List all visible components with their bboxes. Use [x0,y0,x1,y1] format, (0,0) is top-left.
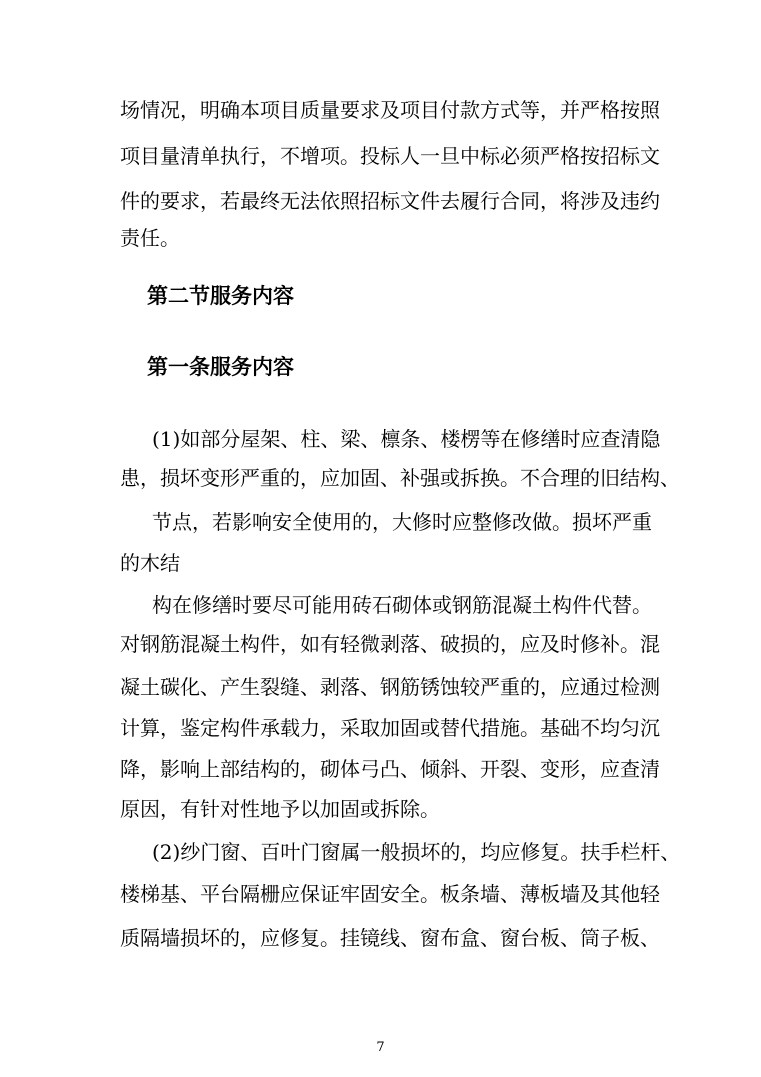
text-line: 楼梯基、平台隔栅应保证牢固安全。板条墙、薄板墙及其他轻 [120,882,660,906]
text-line: 质隔墙损坏的，应修复。挂镜线、窗布盒、窗台板、筒子板、 [120,926,660,950]
text-line: (2)纱门窗、百叶门窗属一般损坏的，均应修复。扶手栏杆、 [152,840,681,864]
text-line: 项目量清单执行，不增项。投标人一旦中标必须严格按招标文 [120,144,660,168]
section-heading: 第二节服务内容 [147,283,294,308]
text-line: 凝土碳化、产生裂缝、剥落、钢筋锈蚀较严重的，应通过检测 [120,675,660,699]
text-line: 对钢筋混凝土构件，如有轻微剥落、破损的，应及时修补。混 [120,632,660,656]
text-line: 患，损坏变形严重的，应加固、补强或拆换。不合理的旧结构、 [120,466,680,490]
text-line: 计算，鉴定构件承载力，采取加固或替代措施。基础不均匀沉 [120,716,660,740]
text-line: (1)如部分屋架、柱、梁、檩条、楼楞等在修缮时应查清隐 [152,427,661,451]
text-line: 的木结 [120,551,180,575]
page-number: 7 [376,1040,385,1055]
text-line: 件的要求，若最终无法依照招标文件去履行合同，将涉及违约 [120,189,660,213]
article-heading: 第一条服务内容 [147,354,294,379]
text-line: 场情况，明确本项目质量要求及项目付款方式等，并严格按照 [120,98,660,122]
text-line: 构在修缮时要尽可能用砖石砌体或钢筋混凝土构件代替。 [152,593,652,617]
text-line: 原因，有针对性地予以加固或拆除。 [120,797,440,821]
text-line: 节点，若影响安全使用的，大修时应整修改做。损坏严重 [152,510,652,534]
text-line: 责任。 [120,226,180,250]
text-line: 降，影响上部结构的，砌体弓凸、倾斜、开裂、变形，应查清 [120,757,660,781]
